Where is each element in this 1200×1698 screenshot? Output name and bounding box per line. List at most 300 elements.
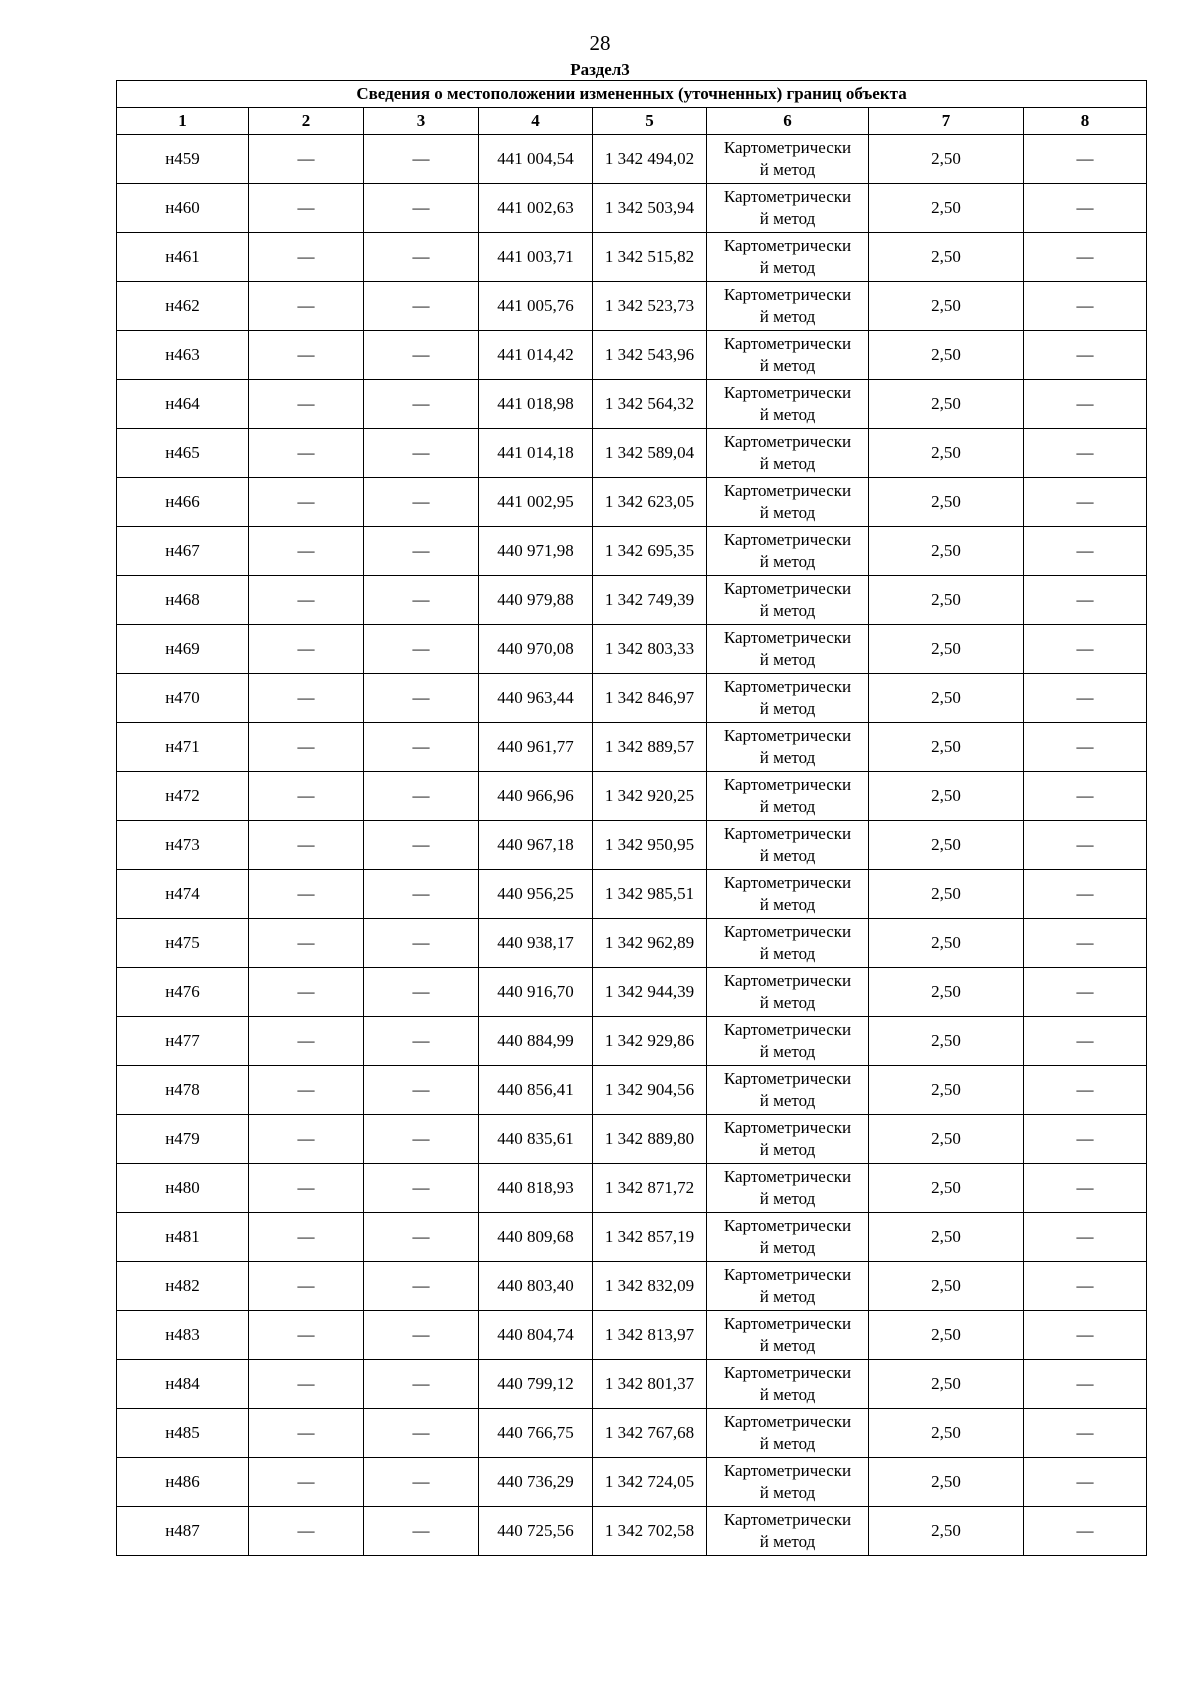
column-3-cell: — bbox=[364, 184, 479, 233]
method-cell bbox=[707, 576, 869, 625]
x-coordinate-cell: 441 014,18 bbox=[479, 429, 593, 478]
table-row bbox=[117, 1409, 1147, 1458]
column-8-cell: — bbox=[1024, 1507, 1147, 1556]
method-line-2: й метод bbox=[759, 1483, 816, 1502]
table-row bbox=[117, 429, 1147, 478]
method-line-1: Картометрически bbox=[723, 1167, 852, 1186]
column-3-cell: — bbox=[364, 527, 479, 576]
x-coordinate-cell: 440 803,40 bbox=[479, 1262, 593, 1311]
method-line-1: Картометрически bbox=[723, 579, 852, 598]
x-coordinate-cell: 440 725,56 bbox=[479, 1507, 593, 1556]
y-coordinate-cell: 1 342 543,96 bbox=[593, 331, 707, 380]
x-coordinate-cell: 440 766,75 bbox=[479, 1409, 593, 1458]
method-line-1: Картометрически bbox=[723, 873, 852, 892]
point-number-cell: н486 bbox=[117, 1458, 249, 1507]
y-coordinate-cell: 1 342 962,89 bbox=[593, 919, 707, 968]
column-2-cell: — bbox=[249, 723, 364, 772]
method-line-2: й метод bbox=[759, 1532, 816, 1551]
accuracy-cell: 2,50 bbox=[869, 968, 1024, 1017]
column-3-cell: — bbox=[364, 1017, 479, 1066]
column-2-cell: — bbox=[249, 233, 364, 282]
method-line-1: Картометрически bbox=[723, 824, 852, 843]
column-3-cell: — bbox=[364, 1409, 479, 1458]
method-cell bbox=[707, 968, 869, 1017]
table-row bbox=[117, 135, 1147, 184]
y-coordinate-cell: 1 342 515,82 bbox=[593, 233, 707, 282]
column-3-cell: — bbox=[364, 380, 479, 429]
table-row bbox=[117, 380, 1147, 429]
method-cell bbox=[707, 772, 869, 821]
x-coordinate-cell: 441 005,76 bbox=[479, 282, 593, 331]
x-coordinate-cell: 440 971,98 bbox=[479, 527, 593, 576]
method-line-1: Картометрически bbox=[723, 383, 852, 402]
column-3-cell: — bbox=[364, 821, 479, 870]
x-coordinate-cell: 440 856,41 bbox=[479, 1066, 593, 1115]
table-row bbox=[117, 1360, 1147, 1409]
column-8-cell: — bbox=[1024, 576, 1147, 625]
method-cell bbox=[707, 1115, 869, 1164]
table-row bbox=[117, 968, 1147, 1017]
point-number-cell: н478 bbox=[117, 1066, 249, 1115]
method-line-1: Картометрически bbox=[723, 334, 852, 353]
column-number-header: 3 bbox=[364, 108, 479, 135]
method-line-1: Картометрически bbox=[723, 187, 852, 206]
y-coordinate-cell: 1 342 494,02 bbox=[593, 135, 707, 184]
y-coordinate-cell: 1 342 889,80 bbox=[593, 1115, 707, 1164]
column-8-cell: — bbox=[1024, 772, 1147, 821]
method-cell bbox=[707, 1164, 869, 1213]
method-line-2: й метод bbox=[759, 258, 816, 277]
table-row bbox=[117, 674, 1147, 723]
accuracy-cell: 2,50 bbox=[869, 331, 1024, 380]
table-row bbox=[117, 282, 1147, 331]
y-coordinate-cell: 1 342 801,37 bbox=[593, 1360, 707, 1409]
accuracy-cell: 2,50 bbox=[869, 184, 1024, 233]
column-2-cell: — bbox=[249, 429, 364, 478]
y-coordinate-cell: 1 342 523,73 bbox=[593, 282, 707, 331]
method-line-2: й метод bbox=[759, 503, 816, 522]
column-3-cell: — bbox=[364, 723, 479, 772]
column-2-cell: — bbox=[249, 1017, 364, 1066]
column-2-cell: — bbox=[249, 870, 364, 919]
accuracy-cell: 2,50 bbox=[869, 527, 1024, 576]
column-8-cell: — bbox=[1024, 1164, 1147, 1213]
x-coordinate-cell: 440 979,88 bbox=[479, 576, 593, 625]
column-3-cell: — bbox=[364, 1164, 479, 1213]
table-row bbox=[117, 576, 1147, 625]
method-cell bbox=[707, 1213, 869, 1262]
column-number-header: 5 bbox=[593, 108, 707, 135]
column-2-cell: — bbox=[249, 1458, 364, 1507]
table-row bbox=[117, 1066, 1147, 1115]
method-line-2: й метод bbox=[759, 1385, 816, 1404]
column-3-cell: — bbox=[364, 478, 479, 527]
accuracy-cell: 2,50 bbox=[869, 233, 1024, 282]
column-2-cell: — bbox=[249, 1311, 364, 1360]
accuracy-cell: 2,50 bbox=[869, 429, 1024, 478]
table-row bbox=[117, 1262, 1147, 1311]
column-8-cell: — bbox=[1024, 1115, 1147, 1164]
column-3-cell: — bbox=[364, 625, 479, 674]
table-row bbox=[117, 233, 1147, 282]
method-line-2: й метод bbox=[759, 552, 816, 571]
point-number-cell: н459 bbox=[117, 135, 249, 184]
column-8-cell: — bbox=[1024, 1066, 1147, 1115]
point-number-cell: н460 bbox=[117, 184, 249, 233]
y-coordinate-cell: 1 342 724,05 bbox=[593, 1458, 707, 1507]
column-2-cell: — bbox=[249, 1507, 364, 1556]
column-8-cell: — bbox=[1024, 674, 1147, 723]
method-line-2: й метод bbox=[759, 797, 816, 816]
column-8-cell: — bbox=[1024, 870, 1147, 919]
method-line-2: й метод bbox=[759, 160, 816, 179]
column-8-cell: — bbox=[1024, 821, 1147, 870]
x-coordinate-cell: 440 835,61 bbox=[479, 1115, 593, 1164]
table-row bbox=[117, 1458, 1147, 1507]
y-coordinate-cell: 1 342 944,39 bbox=[593, 968, 707, 1017]
y-coordinate-cell: 1 342 564,32 bbox=[593, 380, 707, 429]
accuracy-cell: 2,50 bbox=[869, 1409, 1024, 1458]
column-2-cell: — bbox=[249, 821, 364, 870]
point-number-cell: н462 bbox=[117, 282, 249, 331]
method-line-1: Картометрически bbox=[723, 1020, 852, 1039]
accuracy-cell: 2,50 bbox=[869, 1458, 1024, 1507]
method-cell bbox=[707, 1507, 869, 1556]
column-8-cell: — bbox=[1024, 282, 1147, 331]
column-2-cell: — bbox=[249, 1409, 364, 1458]
column-3-cell: — bbox=[364, 1115, 479, 1164]
y-coordinate-cell: 1 342 813,97 bbox=[593, 1311, 707, 1360]
column-2-cell: — bbox=[249, 772, 364, 821]
x-coordinate-cell: 440 818,93 bbox=[479, 1164, 593, 1213]
accuracy-cell: 2,50 bbox=[869, 1115, 1024, 1164]
method-line-1: Картометрически bbox=[723, 1363, 852, 1382]
method-line-2: й метод bbox=[759, 1238, 816, 1257]
accuracy-cell: 2,50 bbox=[869, 135, 1024, 184]
column-numbers-row bbox=[117, 108, 1147, 135]
column-2-cell: — bbox=[249, 674, 364, 723]
table-row bbox=[117, 821, 1147, 870]
method-line-1: Картометрически bbox=[723, 1069, 852, 1088]
method-line-1: Картометрически bbox=[723, 1216, 852, 1235]
method-cell bbox=[707, 331, 869, 380]
point-number-cell: н469 bbox=[117, 625, 249, 674]
point-number-cell: н463 bbox=[117, 331, 249, 380]
column-8-cell: — bbox=[1024, 1360, 1147, 1409]
y-coordinate-cell: 1 342 846,97 bbox=[593, 674, 707, 723]
column-2-cell: — bbox=[249, 1066, 364, 1115]
method-line-2: й метод bbox=[759, 650, 816, 669]
method-line-2: й метод bbox=[759, 699, 816, 718]
column-8-cell: — bbox=[1024, 233, 1147, 282]
y-coordinate-cell: 1 342 702,58 bbox=[593, 1507, 707, 1556]
column-number-header: 7 bbox=[869, 108, 1024, 135]
accuracy-cell: 2,50 bbox=[869, 576, 1024, 625]
accuracy-cell: 2,50 bbox=[869, 772, 1024, 821]
column-8-cell: — bbox=[1024, 527, 1147, 576]
column-3-cell: — bbox=[364, 331, 479, 380]
y-coordinate-cell: 1 342 749,39 bbox=[593, 576, 707, 625]
method-cell bbox=[707, 821, 869, 870]
point-number-cell: н472 bbox=[117, 772, 249, 821]
accuracy-cell: 2,50 bbox=[869, 870, 1024, 919]
table-body bbox=[117, 135, 1147, 1556]
column-8-cell: — bbox=[1024, 1458, 1147, 1507]
point-number-cell: н466 bbox=[117, 478, 249, 527]
x-coordinate-cell: 440 970,08 bbox=[479, 625, 593, 674]
method-line-1: Картометрически bbox=[723, 971, 852, 990]
y-coordinate-cell: 1 342 950,95 bbox=[593, 821, 707, 870]
column-8-cell: — bbox=[1024, 1213, 1147, 1262]
column-number-header: 8 bbox=[1024, 108, 1147, 135]
x-coordinate-cell: 441 014,42 bbox=[479, 331, 593, 380]
point-number-cell: н475 bbox=[117, 919, 249, 968]
point-number-cell: н482 bbox=[117, 1262, 249, 1311]
point-number-cell: н485 bbox=[117, 1409, 249, 1458]
method-line-1: Картометрически bbox=[723, 775, 852, 794]
column-2-cell: — bbox=[249, 331, 364, 380]
column-3-cell: — bbox=[364, 233, 479, 282]
accuracy-cell: 2,50 bbox=[869, 282, 1024, 331]
column-8-cell: — bbox=[1024, 723, 1147, 772]
column-number-header: 6 bbox=[707, 108, 869, 135]
method-line-1: Картометрически bbox=[723, 236, 852, 255]
column-2-cell: — bbox=[249, 184, 364, 233]
method-line-2: й метод bbox=[759, 209, 816, 228]
x-coordinate-cell: 440 736,29 bbox=[479, 1458, 593, 1507]
column-2-cell: — bbox=[249, 625, 364, 674]
method-cell bbox=[707, 233, 869, 282]
column-3-cell: — bbox=[364, 1507, 479, 1556]
method-line-2: й метод bbox=[759, 356, 816, 375]
accuracy-cell: 2,50 bbox=[869, 1213, 1024, 1262]
column-number-header: 1 bbox=[117, 108, 249, 135]
method-line-2: й метод bbox=[759, 601, 816, 620]
column-3-cell: — bbox=[364, 1458, 479, 1507]
column-2-cell: — bbox=[249, 527, 364, 576]
column-8-cell: — bbox=[1024, 184, 1147, 233]
table-row bbox=[117, 1213, 1147, 1262]
method-cell bbox=[707, 1066, 869, 1115]
method-cell bbox=[707, 1311, 869, 1360]
column-2-cell: — bbox=[249, 135, 364, 184]
column-3-cell: — bbox=[364, 1360, 479, 1409]
method-cell bbox=[707, 919, 869, 968]
y-coordinate-cell: 1 342 904,56 bbox=[593, 1066, 707, 1115]
table-row bbox=[117, 919, 1147, 968]
point-number-cell: н479 bbox=[117, 1115, 249, 1164]
method-line-1: Картометрически bbox=[723, 1461, 852, 1480]
point-number-cell: н471 bbox=[117, 723, 249, 772]
y-coordinate-cell: 1 342 929,86 bbox=[593, 1017, 707, 1066]
table-row bbox=[117, 772, 1147, 821]
column-3-cell: — bbox=[364, 429, 479, 478]
column-3-cell: — bbox=[364, 282, 479, 331]
x-coordinate-cell: 440 938,17 bbox=[479, 919, 593, 968]
accuracy-cell: 2,50 bbox=[869, 380, 1024, 429]
y-coordinate-cell: 1 342 889,57 bbox=[593, 723, 707, 772]
point-number-cell: н476 bbox=[117, 968, 249, 1017]
table-row bbox=[117, 870, 1147, 919]
table-row bbox=[117, 184, 1147, 233]
point-number-cell: н467 bbox=[117, 527, 249, 576]
coordinates-table bbox=[116, 80, 1147, 1556]
column-2-cell: — bbox=[249, 576, 364, 625]
y-coordinate-cell: 1 342 871,72 bbox=[593, 1164, 707, 1213]
method-cell bbox=[707, 1262, 869, 1311]
accuracy-cell: 2,50 bbox=[869, 1311, 1024, 1360]
method-line-2: й метод bbox=[759, 846, 816, 865]
y-coordinate-cell: 1 342 803,33 bbox=[593, 625, 707, 674]
point-number-cell: н483 bbox=[117, 1311, 249, 1360]
x-coordinate-cell: 441 004,54 bbox=[479, 135, 593, 184]
accuracy-cell: 2,50 bbox=[869, 821, 1024, 870]
point-number-cell: н481 bbox=[117, 1213, 249, 1262]
y-coordinate-cell: 1 342 832,09 bbox=[593, 1262, 707, 1311]
column-3-cell: — bbox=[364, 919, 479, 968]
point-number-cell: н473 bbox=[117, 821, 249, 870]
method-line-2: й метод bbox=[759, 748, 816, 767]
column-3-cell: — bbox=[364, 1066, 479, 1115]
table-row bbox=[117, 1115, 1147, 1164]
y-coordinate-cell: 1 342 857,19 bbox=[593, 1213, 707, 1262]
method-line-2: й метод bbox=[759, 1287, 816, 1306]
method-line-1: Картометрически bbox=[723, 628, 852, 647]
x-coordinate-cell: 440 884,99 bbox=[479, 1017, 593, 1066]
column-8-cell: — bbox=[1024, 429, 1147, 478]
column-2-cell: — bbox=[249, 1115, 364, 1164]
column-3-cell: — bbox=[364, 135, 479, 184]
point-number-cell: н474 bbox=[117, 870, 249, 919]
point-number-cell: н484 bbox=[117, 1360, 249, 1409]
point-number-cell: н470 bbox=[117, 674, 249, 723]
accuracy-cell: 2,50 bbox=[869, 1262, 1024, 1311]
method-line-2: й метод bbox=[759, 1189, 816, 1208]
method-cell bbox=[707, 870, 869, 919]
y-coordinate-cell: 1 342 503,94 bbox=[593, 184, 707, 233]
method-line-1: Картометрически bbox=[723, 1314, 852, 1333]
y-coordinate-cell: 1 342 920,25 bbox=[593, 772, 707, 821]
point-number-cell: н464 bbox=[117, 380, 249, 429]
point-number-cell: н477 bbox=[117, 1017, 249, 1066]
column-2-cell: — bbox=[249, 478, 364, 527]
accuracy-cell: 2,50 bbox=[869, 674, 1024, 723]
column-3-cell: — bbox=[364, 1311, 479, 1360]
column-3-cell: — bbox=[364, 1213, 479, 1262]
point-number-cell: н468 bbox=[117, 576, 249, 625]
column-3-cell: — bbox=[364, 772, 479, 821]
column-2-cell: — bbox=[249, 1360, 364, 1409]
table-row bbox=[117, 527, 1147, 576]
x-coordinate-cell: 440 799,12 bbox=[479, 1360, 593, 1409]
column-2-cell: — bbox=[249, 1213, 364, 1262]
method-line-2: й метод bbox=[759, 1091, 816, 1110]
method-cell bbox=[707, 478, 869, 527]
column-8-cell: — bbox=[1024, 968, 1147, 1017]
column-3-cell: — bbox=[364, 1262, 479, 1311]
accuracy-cell: 2,50 bbox=[869, 1360, 1024, 1409]
method-cell bbox=[707, 1017, 869, 1066]
column-2-cell: — bbox=[249, 919, 364, 968]
column-8-cell: — bbox=[1024, 1017, 1147, 1066]
method-cell bbox=[707, 135, 869, 184]
method-cell bbox=[707, 723, 869, 772]
accuracy-cell: 2,50 bbox=[869, 1066, 1024, 1115]
method-line-1: Картометрически bbox=[723, 922, 852, 941]
y-coordinate-cell: 1 342 623,05 bbox=[593, 478, 707, 527]
column-8-cell: — bbox=[1024, 1409, 1147, 1458]
method-line-1: Картометрически bbox=[723, 138, 852, 157]
method-line-1: Картометрически bbox=[723, 432, 852, 451]
table-row bbox=[117, 625, 1147, 674]
method-line-1: Картометрически bbox=[723, 1265, 852, 1284]
y-coordinate-cell: 1 342 767,68 bbox=[593, 1409, 707, 1458]
column-number-header: 2 bbox=[249, 108, 364, 135]
method-line-1: Картометрически bbox=[723, 285, 852, 304]
table-row bbox=[117, 331, 1147, 380]
x-coordinate-cell: 440 967,18 bbox=[479, 821, 593, 870]
method-cell bbox=[707, 674, 869, 723]
method-line-1: Картометрически bbox=[723, 1510, 852, 1529]
accuracy-cell: 2,50 bbox=[869, 1507, 1024, 1556]
method-line-2: й метод bbox=[759, 1434, 816, 1453]
column-8-cell: — bbox=[1024, 135, 1147, 184]
column-2-cell: — bbox=[249, 380, 364, 429]
column-3-cell: — bbox=[364, 674, 479, 723]
column-2-cell: — bbox=[249, 1262, 364, 1311]
accuracy-cell: 2,50 bbox=[869, 1017, 1024, 1066]
column-2-cell: — bbox=[249, 968, 364, 1017]
point-number-cell: н487 bbox=[117, 1507, 249, 1556]
accuracy-cell: 2,50 bbox=[869, 478, 1024, 527]
x-coordinate-cell: 441 003,71 bbox=[479, 233, 593, 282]
method-line-1: Картометрически bbox=[723, 677, 852, 696]
accuracy-cell: 2,50 bbox=[869, 723, 1024, 772]
method-line-1: Картометрически bbox=[723, 1412, 852, 1431]
method-line-2: й метод bbox=[759, 454, 816, 473]
x-coordinate-cell: 440 966,96 bbox=[479, 772, 593, 821]
column-3-cell: — bbox=[364, 968, 479, 1017]
column-8-cell: — bbox=[1024, 919, 1147, 968]
method-cell bbox=[707, 429, 869, 478]
x-coordinate-cell: 441 002,95 bbox=[479, 478, 593, 527]
table-row bbox=[117, 1164, 1147, 1213]
table-row bbox=[117, 478, 1147, 527]
method-line-1: Картометрически bbox=[723, 726, 852, 745]
column-8-cell: — bbox=[1024, 478, 1147, 527]
method-line-2: й метод bbox=[759, 405, 816, 424]
table-row bbox=[117, 1311, 1147, 1360]
method-line-1: Картометрически bbox=[723, 481, 852, 500]
method-line-2: й метод bbox=[759, 944, 816, 963]
x-coordinate-cell: 441 002,63 bbox=[479, 184, 593, 233]
table-row bbox=[117, 723, 1147, 772]
accuracy-cell: 2,50 bbox=[869, 625, 1024, 674]
x-coordinate-cell: 440 961,77 bbox=[479, 723, 593, 772]
method-cell bbox=[707, 1458, 869, 1507]
column-8-cell: — bbox=[1024, 1311, 1147, 1360]
table-row bbox=[117, 1507, 1147, 1556]
column-8-cell: — bbox=[1024, 625, 1147, 674]
column-2-cell: — bbox=[249, 282, 364, 331]
method-cell bbox=[707, 625, 869, 674]
method-line-1: Картометрически bbox=[723, 530, 852, 549]
method-line-2: й метод bbox=[759, 895, 816, 914]
section-title: Раздел3 bbox=[570, 60, 630, 79]
method-line-2: й метод bbox=[759, 1336, 816, 1355]
column-8-cell: — bbox=[1024, 380, 1147, 429]
point-number-cell: н480 bbox=[117, 1164, 249, 1213]
